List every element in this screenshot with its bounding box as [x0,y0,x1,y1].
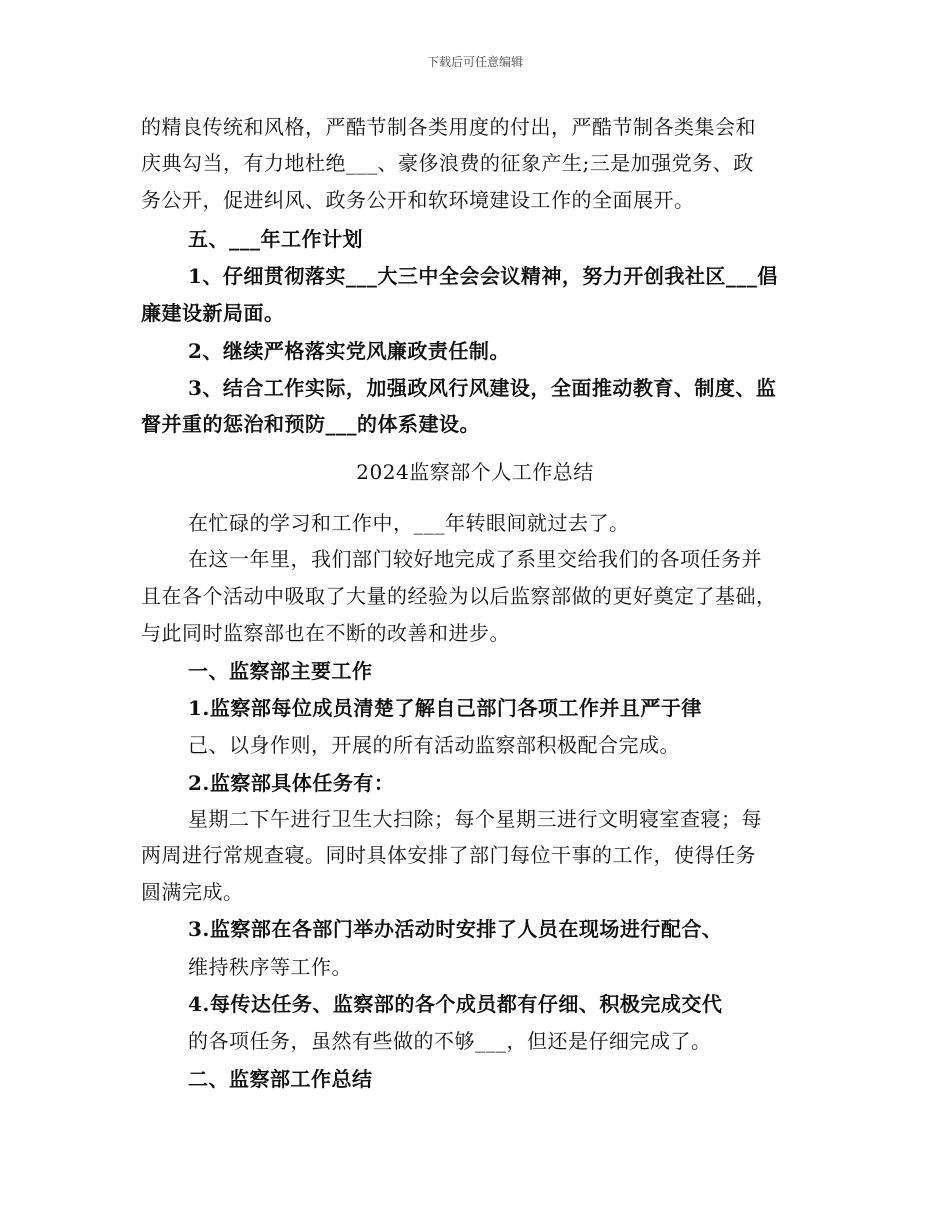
paragraph-line: 庆典勾当，有力地杜绝___、豪侈浪费的征象产生;三是加强党务、政 [141,151,754,175]
paragraph-line: 己、以身作则，开展的所有活动监察部积极配合完成。 [188,733,680,757]
section-heading: 五、___年工作计划 [188,227,363,251]
paragraph-line: 的各项任务，虽然有些做的不够___，但还是仔细完成了。 [188,1029,712,1053]
paragraph-line: 圆满完成。 [141,880,244,904]
list-item: 3、结合工作实际，加强政风行风建设，全面推动教育、制度、监 [188,376,777,400]
list-item-continued: 廉建设新局面。 [141,301,285,325]
paragraph-line: 务公开，促进纠风、政务公开和软环境建设工作的全面展开。 [141,188,695,212]
list-item: 4.每传达任务、监察部的各个成员都有仔细、积极完成交代 [188,992,723,1016]
page-header: 下载后可任意编辑 [426,55,523,69]
paragraph-line: 且在各个活动中吸取了大量的经验为以后监察部做的更好奠定了基础， [141,584,777,608]
list-item: 3.监察部在各部门举办活动时安排了人员在现场进行配合、 [188,917,723,941]
paragraph-line: 星期二下午进行卫生大扫除；每个星期三进行文明寝室查寝；每 [188,807,762,831]
paragraph-line: 的精良传统和风格，严酷节制各类用度的付出，严酷节制各类集会和 [141,115,756,139]
paragraph-line: 在忙碌的学习和工作中，___年转眼间就过去了。 [188,511,630,535]
paragraph-line: 维持秩序等工作。 [188,955,352,979]
paragraph-line: 与此同时监察部也在不断的改善和进步。 [141,621,510,645]
section-heading: 二、监察部工作总结 [188,1067,373,1091]
list-item: 1、仔细贯彻落实___大三中全会会议精神，努力开创我社区___倡 [188,264,778,288]
list-item-continued: 督并重的惩治和预防___的体系建设。 [141,412,480,436]
list-item: 2、继续严格落实党风廉政责任制。 [188,339,510,363]
paragraph-line: 两周进行常规查寝。同时具体安排了部门每位干事的工作，使得任务 [141,843,756,867]
paragraph-line: 在这一年里，我们部门较好地完成了系里交给我们的各项任务并 [188,547,762,571]
document-title: 2024监察部个人工作总结 [356,460,594,484]
list-item: 1.监察部每位成员清楚了解自己部门各项工作并且严于律 [188,696,702,720]
section-heading: 一、监察部主要工作 [188,659,373,683]
list-item: 2.监察部具体任务有： [188,771,395,795]
